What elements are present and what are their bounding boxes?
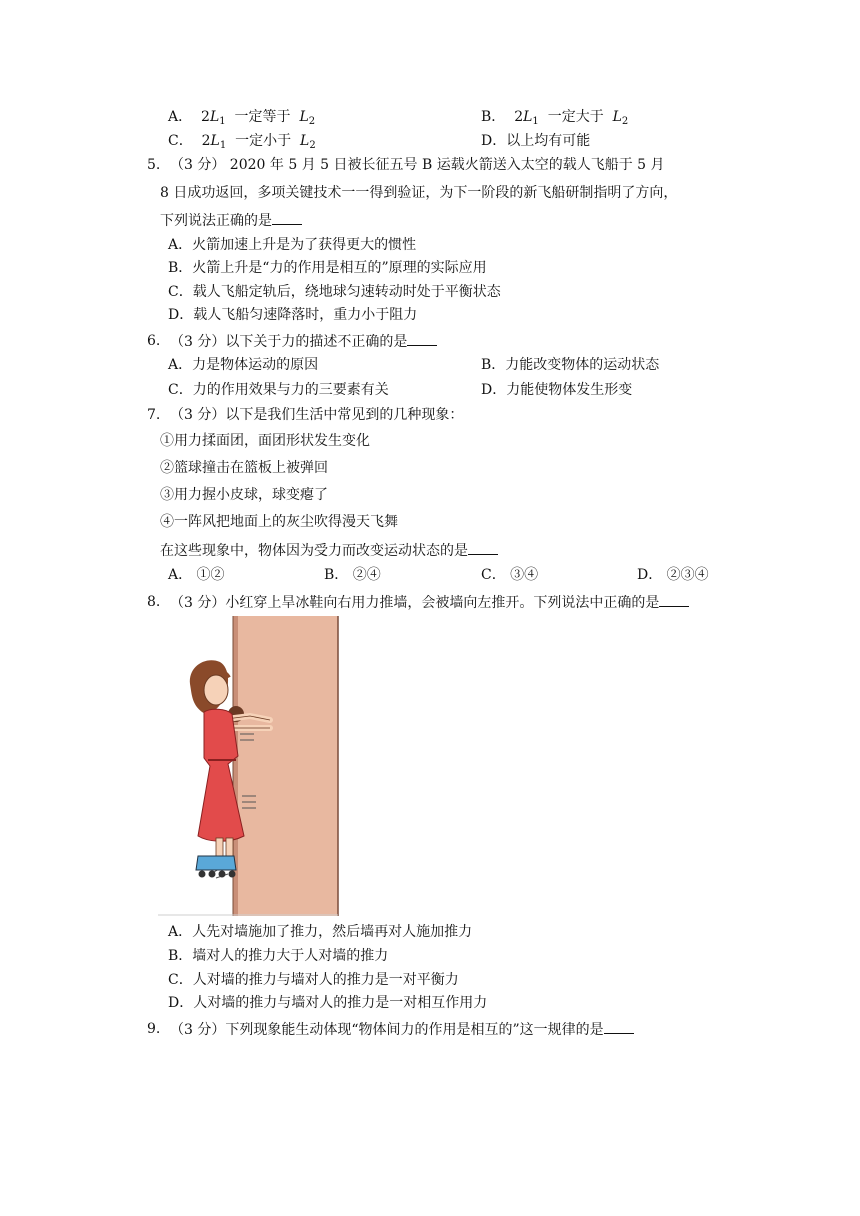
- q5-option-d: D．载人飞船匀速降落时，重力小于阻力: [168, 307, 418, 323]
- q6-stem: （3 分）以下关于力的描述不正确的是: [170, 331, 437, 352]
- q8-option-c: C．人对墙的推力与墙对人的推力是一对平衡力: [168, 972, 459, 988]
- q5-stem-line2: 8 日成功返回，多项关键技术一一得到验证，为下一阶段的新飞船研制指明了方向，: [160, 185, 678, 201]
- q9-stem: （3 分）下列现象能生动体现“物体间力的作用是相互的”这一规律的是: [170, 1019, 634, 1040]
- roller-skates: [196, 856, 236, 870]
- q8-option-a: A．人先对墙施加了推力，然后墙再对人施加推力: [168, 924, 473, 940]
- q4-option-a: A． $2L_1$ 一定等于 $L_2$: [168, 109, 316, 127]
- q7-number: 7.: [147, 407, 161, 423]
- q7-question: 在这些现象中，物体因为受力而改变运动状态的是: [160, 540, 498, 561]
- answer-blank: [468, 540, 498, 555]
- q8-number: 8.: [147, 594, 161, 610]
- answer-blank: [604, 1019, 634, 1034]
- q7-item-3: ③用力握小皮球，球变瘪了: [160, 487, 328, 503]
- q5-option-c: C．载人飞船定轨后，绕地球匀速转动时处于平衡状态: [168, 284, 501, 300]
- q6-option-d: D．力能使物体发生形变: [481, 382, 633, 398]
- q4-option-d: D．以上均有可能: [481, 133, 591, 149]
- q8-option-b: B．墙对人的推力大于人对墙的推力: [168, 948, 389, 964]
- q5-option-a: A．火箭加速上升是为了获得更大的惯性: [168, 237, 417, 253]
- answer-blank: [659, 592, 689, 607]
- q6-option-b: B．力能改变物体的运动状态: [481, 357, 660, 373]
- q6-number: 6.: [147, 333, 161, 349]
- answer-blank: [407, 331, 437, 346]
- q4-option-b: B． $2L_1$ 一定大于 $L_2$: [481, 109, 629, 127]
- q7-option-d: D． ②③④: [637, 567, 709, 583]
- answer-blank: [272, 210, 302, 225]
- wall-face: [233, 616, 338, 916]
- q7-stem: （3 分）以下是我们生活中常见到的几种现象：: [170, 407, 464, 423]
- q9-number: 9.: [147, 1021, 161, 1037]
- q5-number: 5.: [147, 157, 161, 173]
- q7-item-2: ②篮球撞击在篮板上被弹回: [160, 460, 328, 476]
- q5-option-b: B．火箭上升是“力的作用是相互的”原理的实际应用: [168, 260, 487, 276]
- q8-option-d: D．人对墙的推力与墙对人的推力是一对相互作用力: [168, 995, 488, 1011]
- girl-pushing-wall-illustration: [158, 616, 340, 916]
- q8-stem: （3 分）小红穿上旱冰鞋向右用力推墙，会被墙向左推开。下列说法中正确的是: [170, 592, 689, 613]
- q7-option-c: C． ③④: [481, 567, 539, 583]
- q4-option-c: C． $2L_1$ 一定小于 $L_2$: [168, 133, 316, 151]
- q7-option-b: B． ②④: [324, 567, 381, 583]
- q6-option-a: A．力是物体运动的原因: [168, 357, 319, 373]
- q5-stem-line1: （3 分） 2020 年 5 月 5 日被长征五号 B 运载火箭送入太空的载人飞船于 5 月: [170, 157, 665, 173]
- q7-item-4: ④一阵风把地面上的灰尘吹得漫天飞舞: [160, 514, 398, 530]
- q6-option-c: C．力的作用效果与力的三要素有关: [168, 382, 389, 398]
- q7-item-1: ①用力揉面团，面团形状发生变化: [160, 433, 370, 449]
- q5-stem-line3: 下列说法正确的是: [160, 210, 302, 231]
- q7-option-a: A． ①②: [168, 567, 225, 583]
